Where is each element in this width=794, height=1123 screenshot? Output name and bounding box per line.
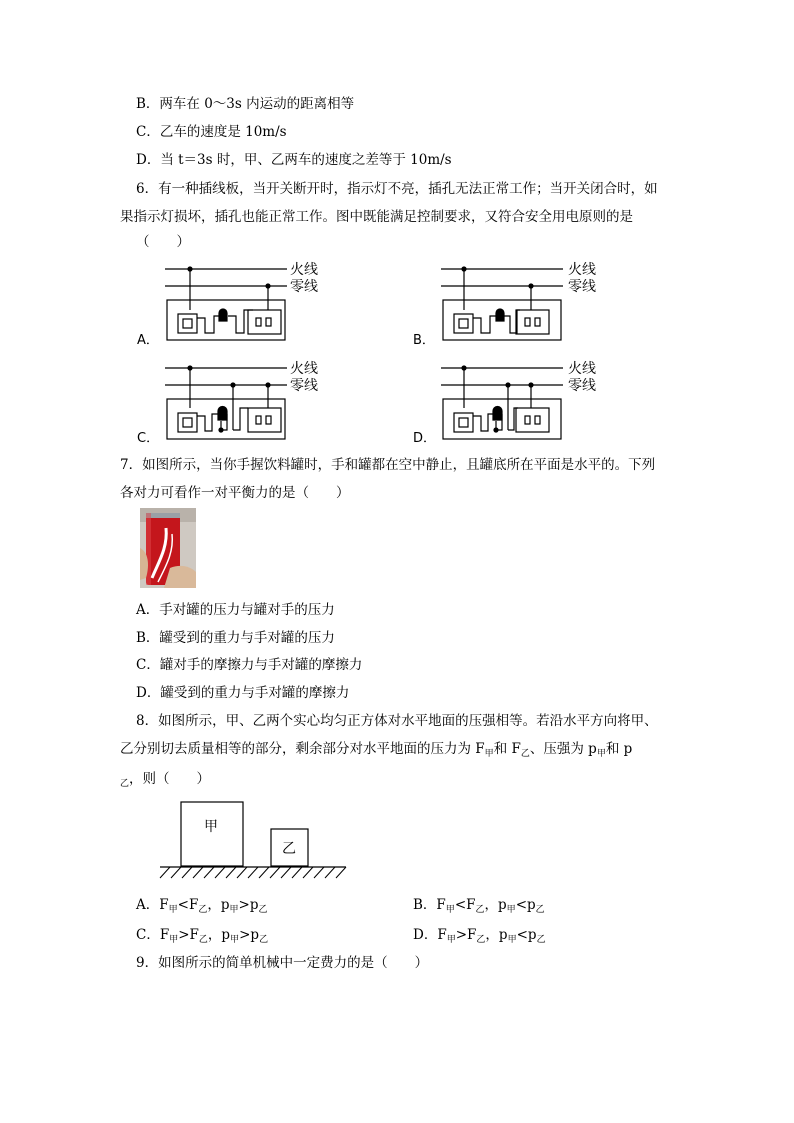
q7-option-d: D．罐受到的重力与手对罐的摩擦力 xyxy=(136,685,350,701)
q7-option-c: C．罐对手的摩擦力与手对罐的摩擦力 xyxy=(136,657,363,673)
circuit-d-option-label: D． xyxy=(413,431,437,446)
circuit-b xyxy=(441,267,563,340)
circuit-b-neutral-label: 零线 xyxy=(568,279,596,295)
q5-option-d: D．当 t＝3s 时，甲、乙两车的速度之差等于 10m/s xyxy=(136,152,452,168)
q8-stem-line3: $_乙$，则（ ） xyxy=(120,771,211,789)
circuit-a-live-label: 火线 xyxy=(290,262,318,278)
q8-blocks-diagram xyxy=(150,798,350,888)
q7-stem-line1: 7．如图所示，当你手握饮料罐时，手和罐都在空中静止，且罐底所在平面是水平的。下列 xyxy=(120,457,656,473)
circuit-c-option-label: C． xyxy=(137,431,160,446)
circuit-c-live-label: 火线 xyxy=(290,361,318,377)
q8-option-a: A．$F_甲<F_乙$，$p_甲>p_乙$ xyxy=(136,897,268,915)
circuit-a-neutral-label: 零线 xyxy=(290,279,318,295)
q8-option-d: D．$F_甲>F_乙$，$p_甲<p_乙$ xyxy=(413,927,546,945)
q7-option-a: A．手对罐的压力与罐对手的压力 xyxy=(136,602,335,618)
circuit-a-option-label: A． xyxy=(137,333,159,348)
q7-option-b: B．罐受到的重力与手对罐的压力 xyxy=(136,630,335,646)
block-yi-label: 乙 xyxy=(282,841,296,857)
block-jia-label: 甲 xyxy=(204,819,218,835)
q8-stem-line1: 8．如图所示，甲、乙两个实心均匀正方体对水平地面的压强相等。若沿水平方向将甲、 xyxy=(136,713,658,729)
q5-option-c: C．乙车的速度是 10m/s xyxy=(136,124,287,140)
circuit-b-option-label: B． xyxy=(413,333,435,348)
q6-circuit-diagrams xyxy=(0,258,794,448)
q8-stem-line2: 乙分别切去质量相等的部分，剩余部分对水平地面的压力为 $F_甲$和 $F_乙$、压强为 $p_甲$和 p xyxy=(120,741,633,759)
q6-stem-line2: 果指示灯损坏，插孔也能正常工作。图中既能满足控制要求，又符合安全用电原则的是 xyxy=(120,209,633,225)
q6-stem-line3: （ ） xyxy=(136,234,190,250)
q8-option-b: B．$F_甲<F_乙$，$p_甲<p_乙$ xyxy=(413,897,545,915)
q9-stem: 9．如图所示的简单机械中一定费力的是（ ） xyxy=(136,955,429,971)
circuit-d-neutral-label: 零线 xyxy=(568,378,596,394)
soda-can-image xyxy=(140,508,196,588)
circuit-c xyxy=(165,366,287,439)
q5-option-b: B．两车在 0～3s 内运动的距离相等 xyxy=(136,96,355,112)
circuit-c-neutral-label: 零线 xyxy=(290,378,318,394)
q8-option-c: C．$F_甲>F_乙$，$p_甲>p_乙$ xyxy=(136,927,269,945)
ground-hatching xyxy=(160,867,346,878)
circuit-a xyxy=(165,267,287,340)
q7-stem-line2: 各对力可看作一对平衡力的是（ ） xyxy=(120,485,350,501)
circuit-d xyxy=(441,366,563,439)
q6-stem-line1: 6．有一种插线板，当开关断开时，指示灯不亮，插孔无法正常工作；当开关闭合时，如 xyxy=(136,181,658,197)
circuit-d-live-label: 火线 xyxy=(568,361,596,377)
circuit-b-live-label: 火线 xyxy=(568,262,596,278)
